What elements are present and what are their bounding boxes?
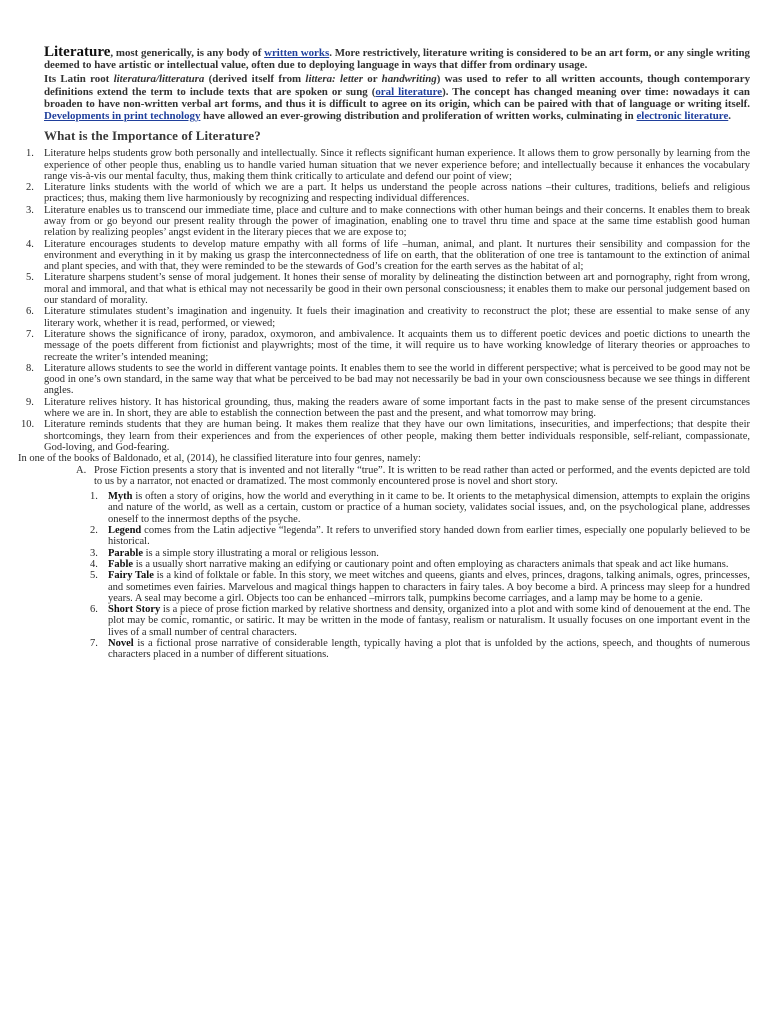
item-number: 5. (26, 272, 34, 284)
list-item (18, 397, 750, 420)
term: Myth (108, 491, 133, 503)
italic-term: handwriting (381, 73, 437, 86)
list-item (18, 419, 750, 453)
link-electronic-literature[interactable]: electronic literature (636, 110, 729, 123)
prose-types-list (18, 491, 750, 660)
item-text: Literature links students with the world of which we are a part. It helps us understand the people across nations –their cultures, traditions, beliefs and religious practices; thus, making them live harmoniously by recognizing and respecting individual differences. (44, 182, 750, 205)
item-text: is a simple story illustrating a moral or religious lesson. (143, 547, 379, 559)
list-item (18, 525, 750, 548)
list-item (18, 182, 750, 205)
paragraph-text: Its Latin root (44, 73, 114, 86)
item-text: comes from the Latin adjective “legenda”. It refers to unverified story handed down from earlier times, especially one popularly believed to be historical. (108, 525, 750, 548)
link-print-technology[interactable]: Developments in print technology (44, 110, 201, 123)
item-number: 2. (26, 182, 34, 194)
item-number: 6. (26, 306, 34, 318)
list-item (18, 570, 750, 604)
list-item (18, 638, 750, 661)
item-text: Literature shows the significance of irony, paradox, oxymoron, and ambivalence. It acquaints them us to different poetic devices and poetic dictions to unearth the message of the poets different from fictionist and playwrights; most of the time, it will require us to have working knowledge of literary theories or approaches to recreate the writer’s intended meaning; (44, 328, 750, 363)
paragraph-text: . (728, 110, 732, 123)
item-number: 1. (26, 148, 34, 160)
list-item (18, 148, 750, 182)
item-number: 10. (21, 419, 35, 431)
item-text: is a kind of folktale or fable. In this story, we meet witches and queens, giants and elves, princes, dragons, talking animals, ogres, princesses, and sometimes even fairies. Marvelous and magical things happen to characters in fairy tales. A boy become a bird. A princess may sleep for a hundred years. A seal may become a girl. Objects too can be enhanced –mirrors talk, pumpkins become carriages, and a lamp may be home to a genie. (108, 570, 750, 604)
item-number: 2. (90, 525, 98, 537)
term: Fable (108, 558, 134, 570)
paragraph-text: ). The concept has changed meaning over time: nowadays it can broaden to have non-written verbal art forms, and thus it is difficult to agree on its origin, which can be paired with that of language or writing itself. (44, 85, 750, 110)
item-text: is a usually short narrative making an edifying or cautionary point and often employing as characters animals that speak and act like humans. (133, 558, 729, 570)
list-item (18, 205, 750, 239)
paragraph-text: or (362, 73, 382, 86)
link-oral-literature[interactable]: oral literature (375, 85, 443, 98)
section-heading: What is the Importance of Literature? (44, 128, 261, 144)
item-number: 8. (26, 362, 34, 374)
item-number: 7. (90, 637, 98, 649)
genre-text: Prose Fiction presents a story that is invented and not literally “true”. It is written to be read rather than acted or performed, and the events depicted are told to us by a narrator, not enacted or dramatized. The most commonly encountered prose is novel and short story. (94, 464, 750, 487)
paragraph-text: (derived itself from (204, 73, 306, 86)
paragraph-text: , most generically, is any body of (110, 47, 265, 59)
link-written-works[interactable]: written works (264, 47, 330, 59)
item-number: 4. (26, 238, 34, 250)
italic-term: littera: letter (305, 73, 363, 86)
list-item (18, 306, 750, 329)
importance-list (18, 148, 750, 453)
item-number: 4. (90, 558, 98, 570)
item-text: Literature helps students grow both personally and intellectually. Since it reflects significant human experience. It allows them to grow personally by learning from the experience of other people thus, enabling us to handle varied human situation that we never experience before; and intellectually because it enhances the vocabulary range vis-à-vis our mental faculty, thus, making them think critically to articulate and defend our point of view; (44, 148, 750, 182)
item-text: is a piece of prose fiction marked by relative shortness and density, organized into a plot and with some kind of denouement at the end. The plot may be comic, romantic, or satiric. It may be written in the mode of fantasy, realism or naturalism. It usually focuses on one important event in the lives of a small number of central characters. (108, 604, 750, 638)
item-text: Literature encourages students to develop mature empathy with all forms of life –human, animal, and plant. It nurtures their sensibility and compassion for the environment and everything in it by making us grasp the interconnectedness of life on earth, that the obliteration of one tree is tantamount to the extinction of animal and plant species, and with that, they were reminded to be the stewards of God’s creation for the earth serves as the habitat of al; (44, 238, 750, 273)
item-number: 5. (90, 570, 98, 582)
item-text: Literature enables us to transcend our immediate time, place and culture and to make connections with other human beings and their concerns. It enables them to break away from or go beyond our present reality through the power of imagination, enabling one to travel thru time and space at the same time establish good human relation by realizing peoples’ angst evident in the literary pieces that we are expose to; (44, 204, 750, 239)
list-item (18, 272, 750, 306)
term: Parable (108, 547, 143, 559)
term: Short Story (108, 604, 161, 616)
item-number: 3. (90, 547, 98, 559)
list-item (18, 239, 750, 273)
paragraph-text: have allowed an ever-growing distribution and proliferation of written works, culminating in (200, 110, 637, 123)
list-item (18, 604, 750, 638)
list-item (18, 548, 750, 559)
item-number: 6. (90, 604, 98, 616)
intro-paragraph-2 (18, 73, 750, 122)
list-item (18, 329, 750, 363)
list-item (18, 559, 750, 570)
item-number: 9. (26, 396, 34, 408)
genre-prose-fiction (18, 465, 750, 488)
list-item (18, 491, 750, 525)
item-number: 1. (90, 491, 98, 503)
paragraph-text: ) was used to refer to all written accounts, though contemporary definitions extend the term to include texts that are spoken or sung ( (44, 73, 751, 98)
item-text: Literature reminds students that they are human being. It makes them realize that they have our own limitations, insecurities, and imperfections; that despite their shortcomings, they learn from their experiences and from the experiences of other people, making them better individuals responsible, self-reliant, compassionate, God-loving, and God-fearing. (44, 419, 750, 453)
lead-term-literature: Literature (44, 44, 111, 60)
intro-paragraph-1 (18, 46, 750, 71)
item-text: Literature relives history. It has historical grounding, thus, making the readers aware of some important facts in the past to make sense of the present circumstances where we are in. In short, they are able to establish the connection between the past and the present, and what tomorrow may bring. (44, 396, 750, 420)
paragraph-text: . More restrictively, literature writing is considered to be an art form, or any single writing deemed to have artistic or intellectual value, often due to deploying language in ways that differ from ordinary usage. (44, 47, 750, 72)
italic-term: literatura/litteratura (113, 73, 205, 86)
term: Fairy Tale (108, 570, 154, 582)
term: Legend (108, 525, 142, 537)
item-number: 3. (26, 204, 34, 216)
item-text: Literature sharpens student’s sense of moral judgement. It hones their sense of morality by delineating the distinction between art and pornography, right from wrong, moral and immoral, and that what is ethical may not necessarily be good in their own personal consciousness; it enables them to make our personal judgement based on our standard of morality. (44, 272, 750, 307)
item-text: Literature allows students to see the world in different vantage points. It enables them to see the world in different perspective; what is perceived to be good may not be good in one’s own standard, in the same way that what be perceived to be bad may not necessarily be bad in your own consciousness because we see things in different angles. (44, 362, 750, 397)
item-text: is a fictional prose narrative of considerable length, typically having a plot that is unfolded by the actions, speech, and thoughts of numerous characters placed in a number of different situations. (108, 637, 750, 661)
item-text: Literature stimulates student’s imagination and ingenuity. It fuels their imagination and creativity to reconstruct the plot; these are essential to make sense of any literary work, whether it is read, performed, or viewed; (44, 306, 750, 329)
term: Novel (108, 637, 134, 649)
item-number: 7. (26, 328, 34, 340)
genre-letter: A. (76, 464, 87, 476)
item-text: is often a story of origins, how the world and everything in it came to be. It orients to the metaphysical dimension, attempts to explain the origins and nature of the world, as well as a certain, custom or practice of a human society, validates social issues, and, on the psychological plane, addresses oneself to the innermost depths of the psyche. (108, 491, 750, 525)
genres-intro: In one of the books of Baldonado, et al, (2014), he classified literature into four genres, namely: (18, 453, 421, 465)
list-item (18, 363, 750, 397)
